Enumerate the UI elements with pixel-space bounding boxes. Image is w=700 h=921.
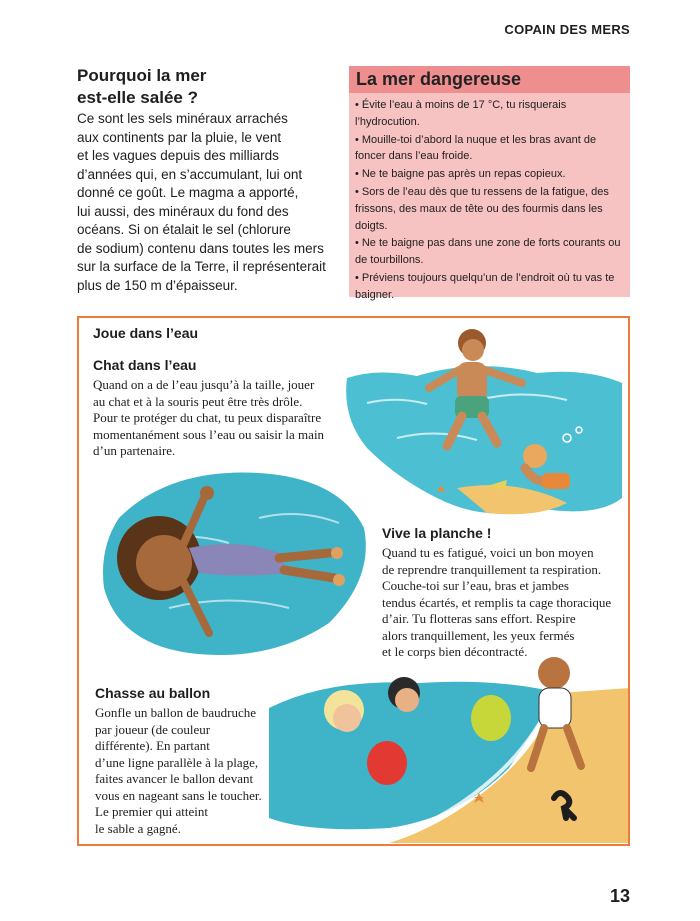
- chat-title: Chat dans l’eau: [93, 357, 197, 373]
- water-games-title: Joue dans l’eau: [93, 325, 199, 341]
- salt-section-body: Ce sont les sels minéraux arrachés aux continents par la pluie, le vent et les vagues depuis des milliards d’années qui, en s’accumulant, lui ont donné ce goût. Le magma a apporté, lui aussi, des minéraux du fond des océans. Si on étalait le sel (chlorure de sodium) contenu dans toutes les mers sur la surface de la Terre, il représenterait plus de 150 m d’épaisseur.: [77, 111, 326, 293]
- running-header: COPAIN DES MERS: [504, 22, 630, 37]
- planche-title: Vive la planche !: [382, 525, 492, 541]
- danger-title: La mer dangereuse: [349, 66, 630, 93]
- chat-body: Quand on a de l’eau jusqu’à la taille, jouer au chat et à la souris peut être très drôle. Pour te protéger du chat, tu peux disparaître momentanément sous l’eau ou saisir la main d’un partenaire.: [93, 377, 325, 458]
- danger-item: • Sors de l’eau dès que tu ressens de la fatigue, des frissons, des maux de tête ou des fourmis dans les doigts.: [355, 185, 609, 232]
- danger-item: • Ne te baigne pas après un repas copieux.: [355, 168, 566, 181]
- danger-item: • Évite l’eau à moins de 17 °C, tu risquerais l’hydrocution.: [355, 99, 567, 128]
- planche-illustration: [89, 458, 374, 668]
- ballon-title: Chasse au ballon: [95, 685, 211, 701]
- danger-list: [349, 97, 630, 304]
- planche-body: Quand tu es fatigué, voici un bon moyen de reprendre tranquillement ta respiration. Couche-toi sur l’eau, bras et jambes tendus écartés, et remplis ta cage thoracique d’air. Tu flotteras sans effort. Respire alors tranquillement, les yeux fermés et le corps bien décontracté.: [382, 545, 612, 659]
- danger-item: • Mouille-toi d’abord la nuque et les bras avant de foncer dans l’eau froide.: [355, 133, 597, 163]
- danger-box: [349, 66, 630, 301]
- danger-item: • Préviens toujours quelqu’un de l’endroit où tu vas te baigner.: [355, 271, 615, 301]
- danger-item: • Ne te baigne pas dans une zone de forts courants ou de tourbillons.: [355, 237, 621, 267]
- water-games-box: [77, 316, 630, 846]
- ballon-body: Gonfle un ballon de baudruche par joueur (de couleur différente). En partant d’une ligne parallèle à la plage, faites avancer le ballon devant vous en nageant sans le toucher. Le premier qui atteint le sable a gagné.: [95, 705, 262, 836]
- ballon-illustration: [269, 648, 629, 843]
- page-number: 13: [609, 886, 630, 906]
- salt-section-title: Pourquoi la mer est-elle salée ?: [77, 66, 207, 107]
- chat-illustration: [337, 328, 627, 523]
